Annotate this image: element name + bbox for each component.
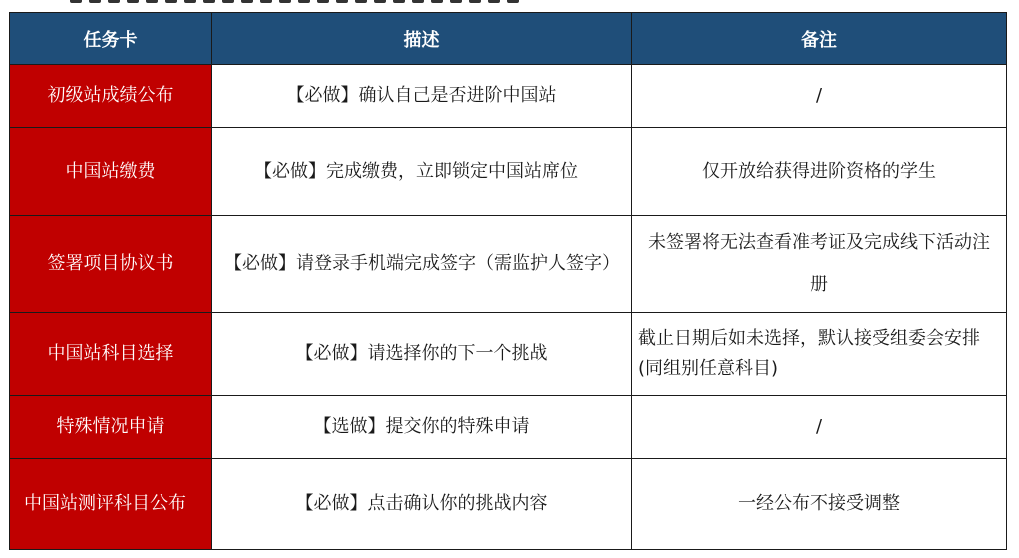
task-table [9,12,1007,550]
task-name-cell: 中国站缴费 [10,128,212,216]
note-cell: 未签署将无法查看准考证及完成线下活动注册 [632,216,1007,313]
table-row [10,65,1007,128]
table-row [10,459,1007,550]
description-cell: 【必做】请选择你的下一个挑战 [212,313,632,396]
cropped-text-strip [70,0,540,3]
task-name-cell: 中国站科目选择 [10,313,212,396]
note-cell: 一经公布不接受调整 [632,459,1007,550]
description-cell: 【必做】确认自己是否进阶中国站 [212,65,632,128]
task-name-cell: 初级站成绩公布 [10,65,212,128]
table-row [10,216,1007,313]
table-row [10,396,1007,459]
table-row [10,128,1007,216]
task-name-cell: 中国站测评科目公布 [10,459,212,550]
note-cell: 仅开放给获得进阶资格的学生 [632,128,1007,216]
task-name-cell: 签署项目协议书 [10,216,212,313]
header-description: 描述 [212,13,632,65]
note-cell: 截止日期后如未选择，默认接受组委会安排(同组别任意科目) [632,313,1007,396]
description-cell: 【选做】提交你的特殊申请 [212,396,632,459]
header-task-card: 任务卡 [10,13,212,65]
description-cell: 【必做】请登录手机端完成签字（需监护人签字） [212,216,632,313]
description-cell: 【必做】完成缴费，立即锁定中国站席位 [212,128,632,216]
task-name-cell: 特殊情况申请 [10,396,212,459]
note-cell: / [632,396,1007,459]
note-cell: / [632,65,1007,128]
header-note: 备注 [632,13,1007,65]
table-header-row [10,13,1007,65]
description-cell: 【必做】点击确认你的挑战内容 [212,459,632,550]
table-row [10,313,1007,396]
